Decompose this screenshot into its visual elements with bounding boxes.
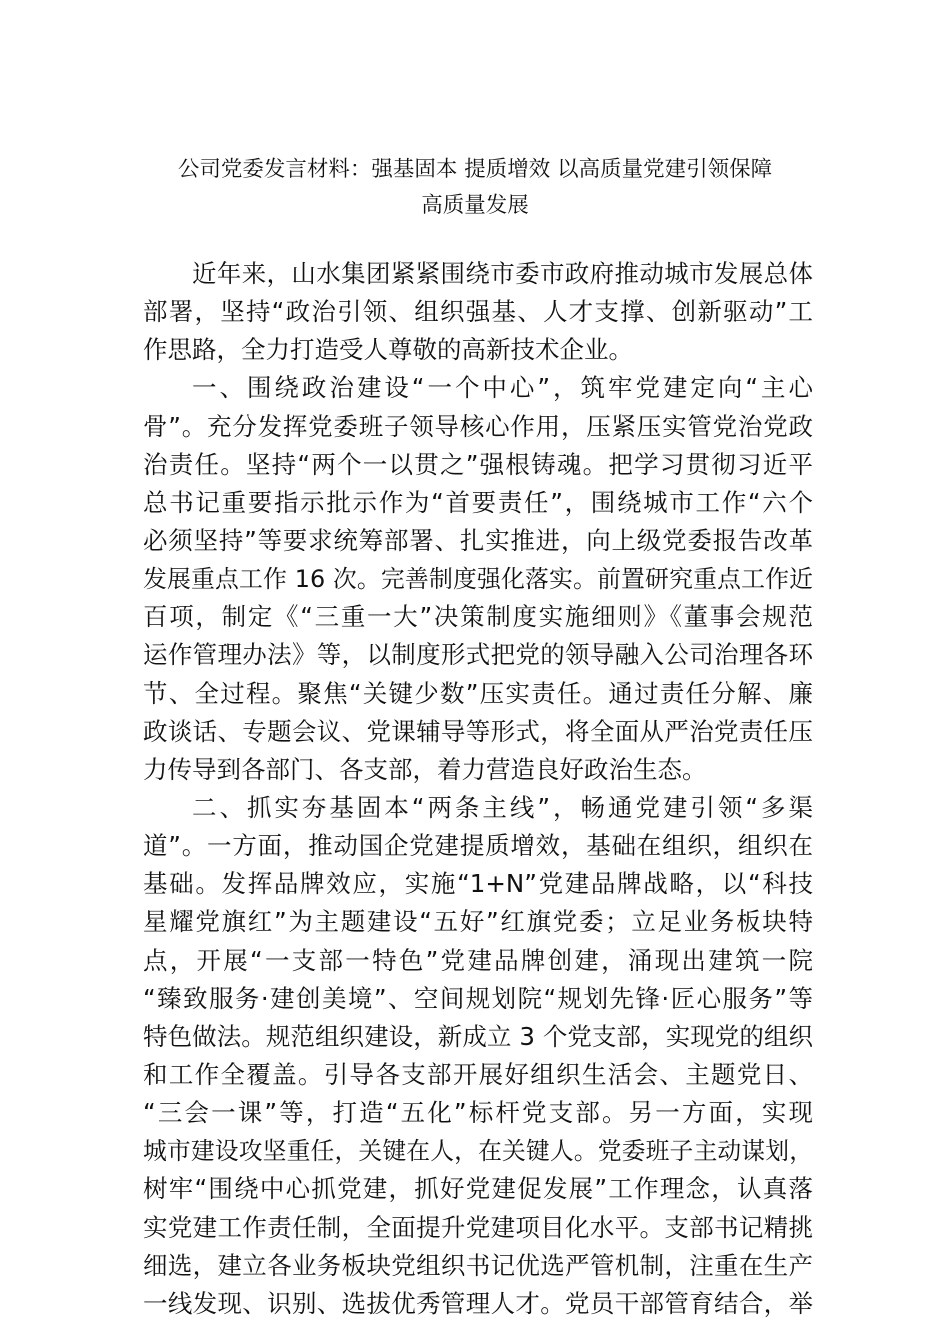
- document-body: [143, 255, 813, 1323]
- body-line: 二、抓实夯基固本“两条主线”，畅通党建引领“多渠: [192, 792, 813, 822]
- body-line: 运作管理办法》等，以制度形式把党的领导融入公司治理各环: [143, 640, 813, 670]
- body-line: 部署，坚持“政治引领、组织强基、人才支撑、创新驱动”工: [143, 297, 813, 327]
- body-line: 实党建工作责任制，全面提升党建项目化水平。支部书记精挑: [143, 1212, 813, 1242]
- body-line: 一、围绕政治建设“一个中心”，筑牢党建定向“主心: [192, 373, 813, 403]
- body-line: 必须坚持”等要求统筹部署、扎实推进，向上级党委报告改革: [143, 525, 813, 555]
- body-line: 近年来，山水集团紧紧围绕市委市政府推动城市发展总体: [192, 259, 813, 288]
- body-line: 星耀党旗红”为主题建设“五好”红旗党委；立足业务板块特: [143, 907, 813, 937]
- body-line: 总书记重要指示批示作为“首要责任”，围绕城市工作“六个: [143, 487, 813, 517]
- body-line: “臻致服务·建创美境”、空间规划院“规划先锋·匠心服务”等: [143, 983, 813, 1013]
- body-line: 发展重点工作 16 次。完善制度强化落实。前置研究重点工作近: [143, 565, 813, 594]
- body-line: 骨”。充分发挥党委班子领导核心作用，压紧压实管党治党政: [143, 411, 813, 441]
- body-line: 树牢“围绕中心抓党建，抓好党建促发展”工作理念，认真落: [143, 1174, 813, 1204]
- body-line: 点，开展“一支部一特色”党建品牌创建，涌现出建筑一院: [143, 945, 813, 975]
- body-line: 道”。一方面，推动国企党建提质增效，基础在组织，组织在: [143, 831, 813, 861]
- body-line: 政谈话、专题会议、党课辅导等形式，将全面从严治党责任压: [143, 716, 813, 746]
- body-line: 城市建设攻坚重任，关键在人，在关键人。党委班子主动谋划，: [143, 1137, 813, 1166]
- title-line: 高质量发展: [421, 193, 529, 218]
- body-line: 百项，制定《“三重一大”决策制度实施细则》《董事会规范: [143, 602, 813, 632]
- body-line: 一线发现、识别、选拔优秀管理人才。党员干部管育结合，举: [143, 1288, 813, 1318]
- body-line: 治责任。坚持“两个一以贯之”强根铸魂。把学习贯彻习近平: [143, 449, 813, 479]
- body-line: 和工作全覆盖。引导各支部开展好组织生活会、主题党日、: [143, 1059, 813, 1089]
- body-line: 基础。发挥品牌效应，实施“1+N”党建品牌战略，以“科技: [143, 869, 813, 899]
- body-line: 作思路，全力打造受人尊敬的高新技术企业。: [143, 335, 633, 365]
- body-line: 细选，建立各业务板块党组织书记优选严管机制，注重在生产: [143, 1250, 813, 1280]
- body-line: 力传导到各部门、各支部，着力营造良好政治生态。: [143, 754, 707, 784]
- body-line: 节、全过程。聚焦“关键少数”压实责任。通过责任分解、廉: [143, 678, 813, 708]
- document-title: [130, 152, 820, 224]
- body-line: 特色做法。规范组织建设，新成立 3 个党支部，实现党的组织: [143, 1021, 813, 1051]
- title-line: 公司党委发言材料：强基固本 提质增效 以高质量党建引领保障: [177, 157, 773, 182]
- body-line: “三会一课”等，打造“五化”标杆党支部。另一方面，实现: [143, 1098, 813, 1128]
